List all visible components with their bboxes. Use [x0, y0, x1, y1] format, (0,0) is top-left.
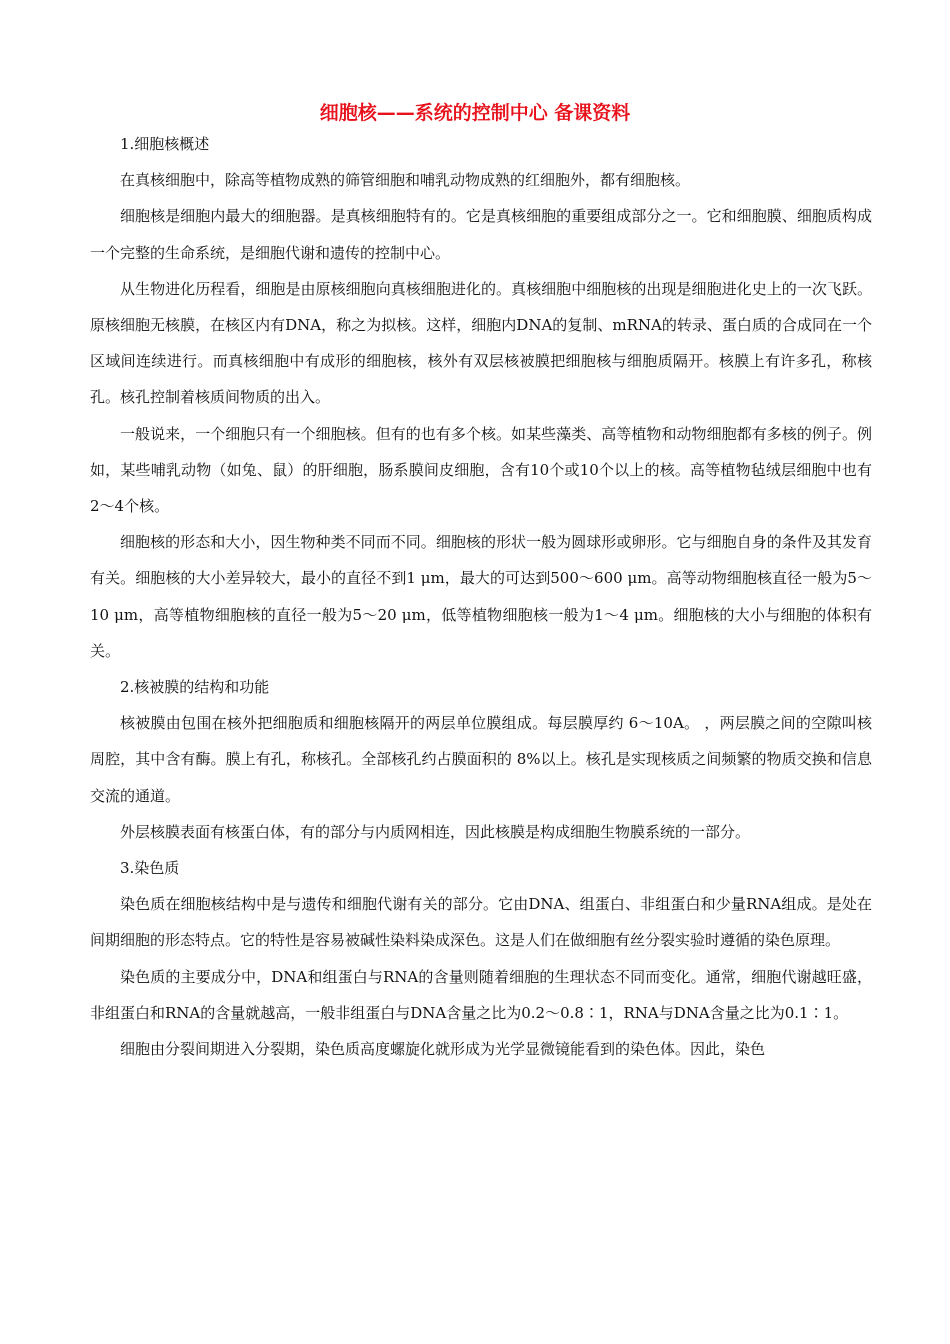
paragraph: 在真核细胞中，除高等植物成熟的筛管细胞和哺乳动物成熟的红细胞外，都有细胞核。: [120, 171, 691, 190]
document-body: [90, 126, 872, 1067]
section-heading-overview: 1.细胞核概述: [120, 135, 210, 153]
paragraph: 细胞核的形态和大小，因生物种类不同而不同。细胞核的形状一般为圆球形或卵形。它与细胞自身的条件及其发育有关。细胞核的大小差异较大，最小的直径不到1 μm，最大的可达到500～600 μm。高等动物细胞核直径一般为5～10 μm，高等植物细胞核的直径一般为5～20 μm，低等植物细胞核一般为1～4 μm。细胞核的大小与细胞的体积有关。: [90, 533, 872, 660]
paragraph: 染色质的主要成分中，DNA和组蛋白与RNA的含量则随着细胞的生理状态不同而变化。通常，细胞代谢越旺盛，非组蛋白和RNA的含量就越高，一般非组蛋白与DNA含量之比为0.2～0.8∶1，RNA与DNA含量之比为0.1∶1。: [90, 967, 872, 1022]
paragraph: 一般说来，一个细胞只有一个细胞核。但有的也有多个核。如某些藻类、高等植物和动物细胞都有多核的例子。例如，某些哺乳动物（如兔、鼠）的肝细胞，肠系膜间皮细胞，含有10个或10个以上的核。高等植物毡绒层细胞中也有2～4个核。: [90, 424, 872, 516]
paragraph: 细胞由分裂间期进入分裂期，染色质高度螺旋化就形成为光学显微镜能看到的染色体。因此，染色: [120, 1040, 766, 1059]
section-heading-nuclear-envelope: 2.核被膜的结构和功能: [120, 678, 270, 697]
paragraph: 细胞核是细胞内最大的细胞器。是真核细胞特有的。它是真核细胞的重要组成部分之一。它和细胞膜、细胞质构成一个完整的生命系统，是细胞代谢和遗传的控制中心。: [90, 207, 872, 262]
section-heading-chromatin: 3.染色质: [120, 859, 180, 878]
paragraph: 染色质在细胞核结构中是与遗传和细胞代谢有关的部分。它由DNA、组蛋白、非组蛋白和少量RNA组成。是处在间期细胞的形态特点。它的特性是容易被碱性染料染成深色。这是人们在做细胞有丝分裂实验时遵循的染色原理。: [90, 895, 872, 950]
paragraph: 从生物进化历程看，细胞是由原核细胞向真核细胞进化的。真核细胞中细胞核的出现是细胞进化史上的一次飞跃。原核细胞无核膜，在核区内有DNA，称之为拟核。这样，细胞内DNA的复制、mRNA的转录、蛋白质的合成同在一个区域间连续进行。而真核细胞中有成形的细胞核，核外有双层核被膜把细胞核与细胞质隔开。核膜上有许多孔，称核孔。核孔控制着核质间物质的出入。: [90, 279, 872, 407]
paragraph: 核被膜由包围在核外把细胞质和细胞核隔开的两层单位膜组成。每层膜厚约 6～10A。 ，两层膜之间的空隙叫核周腔，其中含有酶。膜上有孔，称核孔。全部核孔约占膜面积的 8%以上。核孔是实现核质之间频繁的物质交换和信息交流的通道。: [90, 714, 872, 805]
paragraph: 外层核膜表面有核蛋白体，有的部分与内质网相连，因此核膜是构成细胞生物膜系统的一部分。: [120, 822, 751, 841]
document-title: 细胞核——系统的控制中心 备课资料: [319, 102, 631, 124]
